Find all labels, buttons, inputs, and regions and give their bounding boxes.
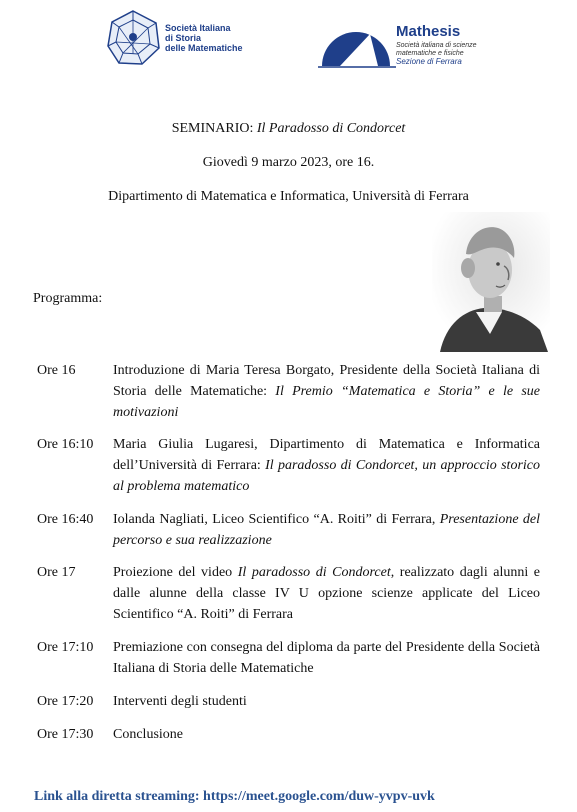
event-venue: Dipartimento di Matematica e Informatica, Università di Ferrara: [108, 189, 469, 204]
left-logo-line1: Società Italiana: [165, 23, 231, 33]
program-text: , realizzato dagli alunni e dalle alunne della classe IV U opzione scienze applicate del Liceo Scientifico “A. Roiti” di Ferrara: [113, 565, 541, 622]
mathesis-logo-icon: [318, 26, 396, 70]
mathesis-subtitle: [396, 42, 477, 66]
program-description: [113, 509, 540, 551]
seminar-name: Il Paradosso di Condorcet: [256, 121, 406, 136]
streaming-line: [34, 789, 435, 805]
streaming-label: Link alla diretta streaming:: [34, 789, 204, 804]
program-description: [113, 434, 540, 497]
event-date: Giovedì 9 marzo 2023, ore 16.: [202, 155, 375, 170]
program-text: Interventi degli studenti: [113, 694, 247, 709]
program-description: [113, 691, 540, 712]
program-description: [113, 562, 540, 625]
program-time: Ore 17:20: [37, 694, 94, 709]
left-logo-line3: delle Matematiche: [165, 43, 243, 53]
programma-label: Programma:: [33, 291, 103, 306]
left-logo-text: [165, 23, 243, 53]
seminar-title: [0, 121, 577, 137]
program-text: Iolanda Nagliati, Liceo Scientifico “A. Roiti” di Ferrara,: [113, 512, 440, 527]
program-time: Ore 16:40: [37, 512, 94, 527]
program-text: Premiazione con consegna del diploma da parte del Presidente della Società Italiana di Storia delle Matematiche: [113, 640, 540, 676]
program-text: Conclusione: [113, 727, 183, 742]
program-time: Ore 17: [37, 565, 76, 580]
mathesis-title: Mathesis: [396, 23, 461, 40]
program-text-italic: Il paradosso di Condorcet: [237, 565, 391, 580]
seminar-prefix: SEMINARIO:: [171, 121, 257, 136]
left-logo-line2: di Storia: [165, 33, 202, 43]
program-text-italic: Il Premio “Matematica e Storia” e le sue motivazioni: [113, 384, 540, 420]
program-time: Ore 16: [37, 363, 76, 378]
streaming-link[interactable]: https://meet.google.com/duw-yvpv-uvk: [203, 789, 435, 804]
mathesis-line3: Sezione di Ferrara: [396, 57, 462, 66]
program-text: Proiezione del video: [113, 565, 238, 580]
program-description: [113, 637, 540, 679]
program-text: Introduzione di Maria Teresa Borgato, Presidente della Società Italiana di Storia delle Matematiche:: [113, 363, 540, 399]
program-text-italic: Presentazione del percorso e sua realizzazione: [113, 512, 540, 548]
mathesis-line2: matematiche e fisiche: [396, 50, 464, 57]
program-time: Ore 17:10: [37, 640, 94, 655]
program-description: [113, 360, 540, 423]
program-description: [113, 724, 540, 745]
program-time: Ore 16:10: [37, 437, 94, 452]
program-text: Maria Giulia Lugaresi, Dipartimento di Matematica e Informatica dell’Università di Ferrara:: [113, 437, 540, 473]
mathesis-line1: Società italiana di scienze: [396, 42, 477, 49]
program-text-italic: Il paradosso di Condorcet, un approccio storico al problema matematico: [113, 458, 540, 494]
program-time: Ore 17:30: [37, 727, 94, 742]
condorcet-portrait-image: [432, 212, 550, 352]
polyhedron-logo-icon: [104, 8, 162, 68]
